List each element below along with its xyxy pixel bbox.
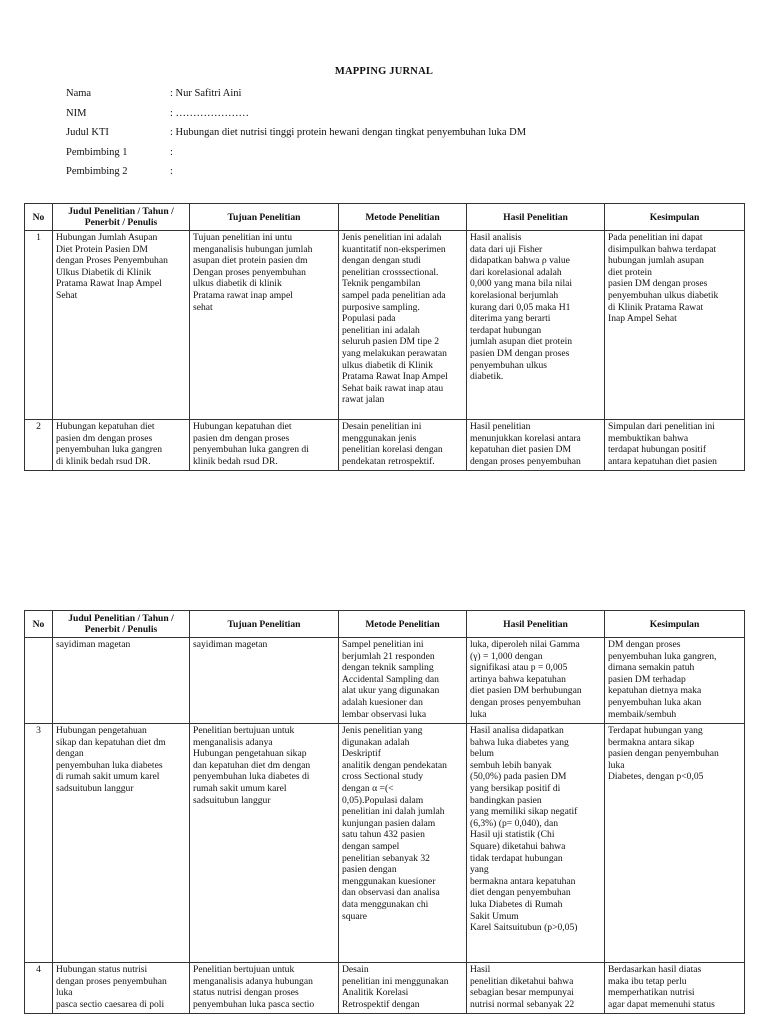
header-hasil: Hasil Penelitian (467, 611, 605, 638)
cell-no (25, 231, 53, 420)
meta-value: : ………………… (170, 107, 250, 119)
cell-kesimpulan (605, 231, 745, 420)
cell-hasil (467, 231, 605, 420)
cell-no (25, 638, 53, 724)
cell-text: Hasil penelitian diketahui bahwa sebagian besar mempunyai nutrisi normal sebanyak 22 (470, 964, 575, 1010)
meta-row-nama (66, 88, 526, 108)
meta-value: : Hubungan diet nutrisi tinggi protein hewani dengan tingkat penyembuhan luka DM (170, 127, 527, 138)
meta-label: Pembimbing 2 (66, 166, 128, 177)
cell-tujuan (190, 638, 339, 724)
meta-row-nim (66, 108, 526, 128)
cell-text: Jenis penelitian yang digunakan adalah Deskriptif analitik dengan pendekatan cross Sectional study dengan α =(< 0,05).Populasi dalam penelitian ini dalah jumlah kunjungan pasien dalam satu tahun 432 pasien dengan sampel penelitian sebanyak 32 pasien dengan menggunakan kuesioner dan observasi dan analisa data menggunakan chi square (342, 725, 447, 922)
cell-text: Tujuan penelitian ini untu menganalisis hubungan jumlah asupan diet protein pasien dm Dengan proses penyembuhan ulkus diabetik di klinik Pratama rawat inap ampel sehat (193, 232, 313, 313)
mapping-table-page-1 (24, 203, 745, 471)
cell-text: Sampel penelitian ini berjumlah 21 responden dengan teknik sampling Accidental Sampling dan alat ukur yang digunakan adalah kuesioner dan lembar observasi luka (342, 639, 440, 720)
meta-value: : Nur Safitri Aini (170, 88, 242, 99)
cell-text: luka, diperoleh nilai Gamma (γ) = 1,000 dengan signifikasi atau p = 0,005 artinya bahwa kepatuhan diet pasien DM berhubungan dengan proses penyembuhan luka (470, 639, 582, 720)
cell-no (25, 724, 53, 963)
meta-label: Nama (66, 88, 92, 99)
cell-text: Penelitian bertujuan untuk menganalisis adanya hubungan status nutrisi dengan proses penyembuhan luka pasca sectio (193, 964, 315, 1010)
header-tujuan: Tujuan Penelitian (190, 611, 339, 638)
cell-text: 1 (36, 232, 41, 243)
cell-no (25, 420, 53, 471)
meta-value: : (170, 146, 173, 158)
cell-kesimpulan (605, 420, 745, 471)
table-header-row (25, 204, 745, 231)
table-header-row (25, 611, 745, 638)
cell-judul (53, 963, 190, 1014)
cell-hasil (467, 420, 605, 471)
cell-text: 2 (36, 421, 41, 432)
cell-hasil (467, 638, 605, 724)
meta-row-judul (66, 127, 526, 147)
cell-text: sayidiman magetan (56, 639, 131, 650)
header-hasil: Hasil Penelitian (467, 204, 605, 231)
cell-text: Hasil analisis data dari uji Fisher didapatkan bahwa ρ value dari korelasional adalah 0,000 yang mana bila nilai korelasional berjumlah kurang dari 0,05 maka H1 diterima yang berarti terdapat hubungan jumlah asupan diet protein pasien DM dengan proses penyembuhan ulkus diabetik. (470, 232, 573, 383)
cell-text: Simpulan dari penelitian ini membuktikan bahwa terdapat hubungan positif antara kepatuhan diet pasien (608, 421, 717, 467)
header-kesimpulan: Kesimpulan (605, 611, 745, 638)
cell-text: sayidiman magetan (193, 639, 268, 650)
cell-tujuan (190, 724, 339, 963)
header-no: No (25, 611, 53, 638)
meta-value: : (170, 166, 173, 177)
cell-text: Berdasarkan hasil diatas maka ibu tetap perlu memperhatikan nutrisi agar dapat memenuhi status (608, 964, 715, 1010)
cell-judul (53, 638, 190, 724)
meta-label: Judul KTI (66, 127, 109, 138)
cell-tujuan (190, 231, 339, 420)
header-judul: Judul Penelitian / Tahun / Penerbit / Penulis (53, 611, 190, 638)
header-metode: Metode Penelitian (339, 611, 467, 638)
cell-text: Pada penelitian ini dapat disimpulkan bahwa terdapat hubungan jumlah asupan diet protein pasien DM dengan proses penyembuhan ulkus diabetik di Klinik Pratama Rawat Inap Ampel Sehat (608, 232, 719, 325)
cell-tujuan (190, 420, 339, 471)
cell-tujuan (190, 963, 339, 1014)
cell-text: Hasil analisa didapatkan bahwa luka diabetes yang belum sembuh lebih banyak (50,0%) pada pasien DM yang bersikap positif di bandingkan pasien yang memiliki sikap negatif (6,3%) (p= 0,040), dan Hasil uji statistik (Chi Square) diketahui bahwa tidak terdapat hubungan yang bermakna antara kepatuhan diet dengan penyembuhan luka Diabetes di Rumah Sakit Umum Karel Saitsuitubun (p>0,05) (470, 725, 578, 934)
cell-hasil (467, 963, 605, 1014)
cell-text: 4 (36, 964, 41, 975)
cell-text: 3 (36, 725, 41, 736)
cell-no (25, 963, 53, 1014)
header-judul: Judul Penelitian / Tahun / Penerbit / Penulis (53, 204, 190, 231)
cell-kesimpulan (605, 638, 745, 724)
cell-metode (339, 724, 467, 963)
cell-text: Penelitian bertujuan untuk menganalisis adanya Hubungan pengetahuan sikap dan kepatuhan diet dm dengan penyembuhan luka diabetes di rumah sakit umum karel sadsuitubun langgur (193, 725, 311, 806)
cell-judul (53, 724, 190, 963)
cell-text: Hubungan Jumlah Asupan Diet Protein Pasien DM dengan Proses Penyembuhan Ulkus Diabetik di Klinik Pratama Rawat Inap Ampel Sehat (56, 232, 168, 301)
cell-text: Hubungan pengetahuan sikap dan kepatuhan diet dm dengan penyembuhan luka diabetes di rumah sakit umum karel sadsuitubun langgur (56, 725, 166, 794)
header-no: No (25, 204, 53, 231)
table-row (25, 638, 745, 724)
cell-judul (53, 231, 190, 420)
cell-judul (53, 420, 190, 471)
table-row (25, 963, 745, 1014)
document-meta (66, 88, 526, 186)
mapping-table-page-2 (24, 610, 745, 1014)
cell-text: Hubungan kepatuhan diet pasien dm dengan proses penyembuhan luka gangren di klinik bedah rsud DR. (193, 421, 309, 467)
table-row (25, 724, 745, 963)
doc-title: MAPPING JURNAL (334, 66, 434, 77)
cell-kesimpulan (605, 724, 745, 963)
cell-text: DM dengan proses penyembuhan luka gangren, dimana semakin patuh pasien DM terhadap kepatuhan dietnya maka penyembuhan luka akan membaik/sembuh (608, 639, 717, 720)
meta-row-pembimbing-2 (66, 166, 526, 186)
cell-hasil (467, 724, 605, 963)
cell-text: Terdapat hubungan yang bermakna antara sikap pasien dengan penyembuhan luka Diabetes, dengan p<0,05 (608, 725, 719, 783)
cell-metode (339, 963, 467, 1014)
cell-text: Jenis penelitian ini adalah kuantitatif non-eksperimen dengan dengan studi penelitian crosssectional. Teknik pengambilan sampel pada penelitian ada purposive sampling. Populasi pada penelitian ini adalah seluruh pasien DM tipe 2 yang melakukan perawatan ulkus diabetik di Klinik Pratama Rawat Inap Ampel Sehat baik rawat inap atau rawat jalan (342, 232, 448, 406)
cell-text: Desain penelitian ini menggunakan Analitik Korelasi Retrospektif dengan (342, 964, 449, 1010)
header-tujuan: Tujuan Penelitian (190, 204, 339, 231)
meta-row-pembimbing-1 (66, 147, 526, 167)
table-row (25, 420, 745, 471)
cell-text: Hubungan status nutrisi dengan proses penyembuhan luka pasca sectio caesarea di poli (56, 964, 167, 1010)
cell-text: Desain penelitian ini menggunakan jenis penelitian korelasi dengan pendekatan retrospektif. (342, 421, 443, 467)
header-metode: Metode Penelitian (339, 204, 467, 231)
cell-text: Hubungan kepatuhan diet pasien dm dengan proses penyembuhan luka gangren di klinik bedah rsud DR. (56, 421, 163, 467)
cell-metode (339, 231, 467, 420)
meta-label: NIM (66, 107, 87, 119)
cell-metode (339, 638, 467, 724)
table-row (25, 231, 745, 420)
cell-text (28, 639, 49, 722)
cell-metode (339, 420, 467, 471)
cell-text: Hasil penelitian menunjukkan korelasi antara kepatuhan diet pasien DM dengan proses penyembuhan (470, 421, 581, 467)
cell-kesimpulan (605, 963, 745, 1014)
meta-label: Pembimbing 1 (66, 146, 128, 158)
header-kesimpulan: Kesimpulan (605, 204, 745, 231)
